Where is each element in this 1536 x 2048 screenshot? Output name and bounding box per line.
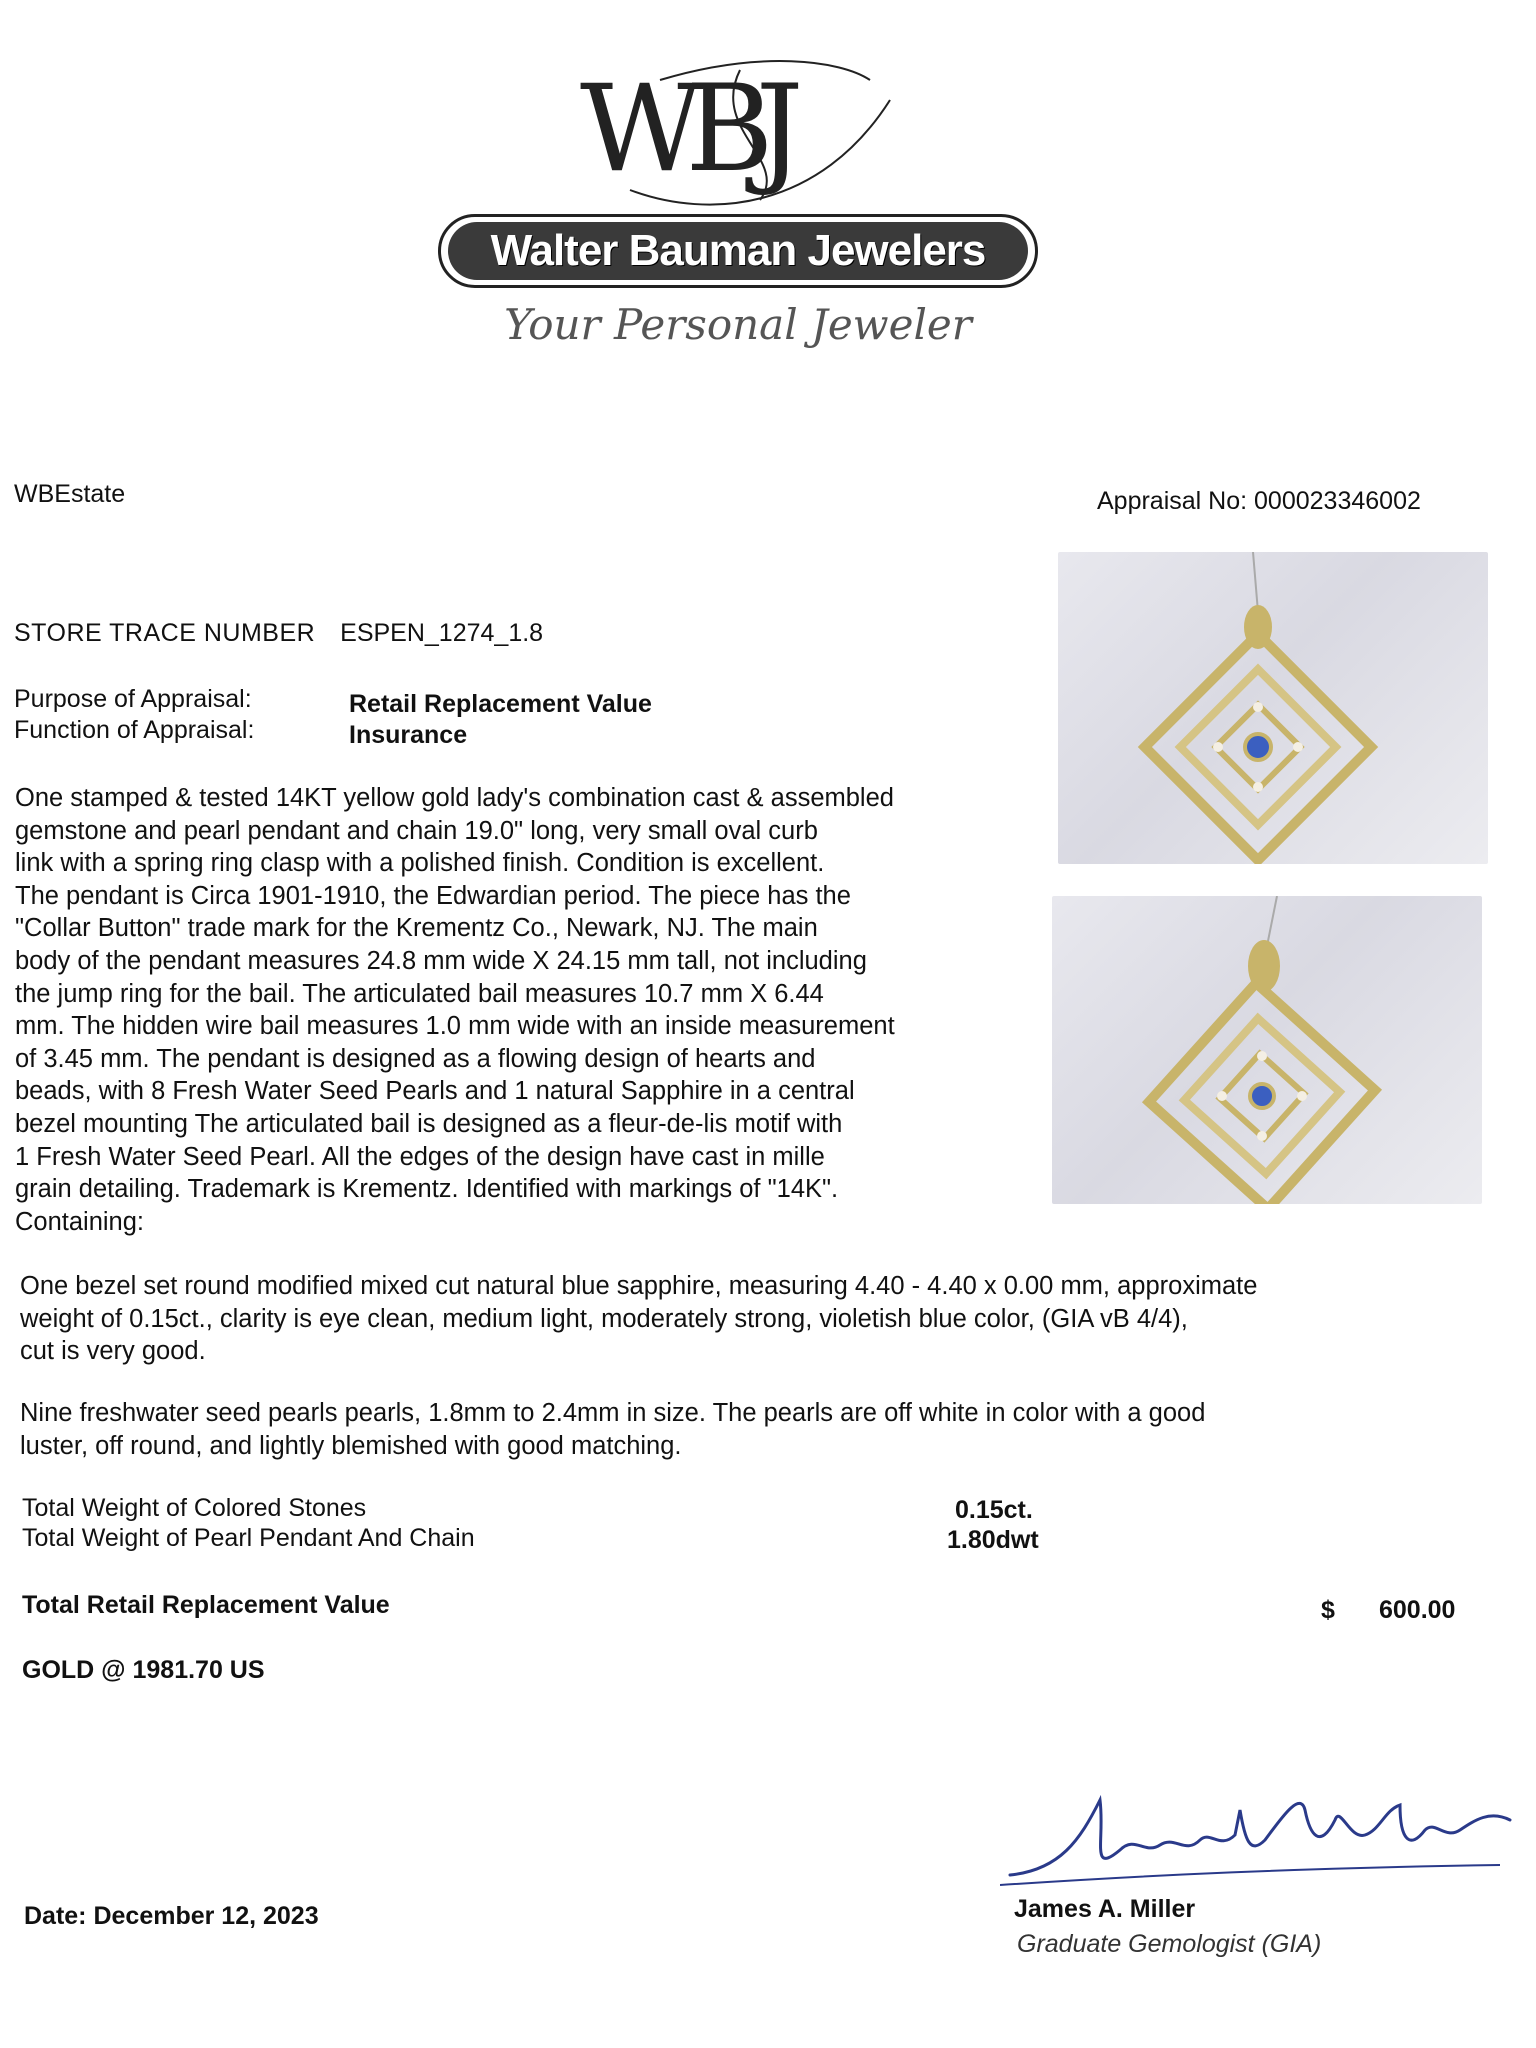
- wbj-monogram-logo: [560, 40, 920, 220]
- item-description: One stamped & tested 14KT yellow gold lady's combination cast & assembled gemstone and pearl pendant and chain 19.0" long, very small oval curb link with a spring ring clasp with a polished finish. Condition is excellent. The pendant is Circa 1901-1910, the Edwardian period. The piece has the "Collar Button" trade mark for the Krementz Co., Newark, NJ. The main body of the pendant measures 24.8 mm wide X 24.15 mm tall, not including the jump ring for the bail. The articulated bail measures 10.7 mm X 6.44 mm. The hidden wire bail measures 1.0 mm wide with an inside measurement of 3.45 mm. The pendant is designed as a flowing design of hearts and beads, with 8 Fresh Water Seed Pearls and 1 natural Sapphire in a central bezel mounting The articulated bail is designed as a fleur-de-lis motif with 1 Fresh Water Seed Pearl. All the edges of the design have cast in mille grain detailing. Trademark is Krementz. Identified with markings of "14K". Containing:: [15, 784, 895, 1236]
- pearls-description: Nine freshwater seed pearls pearls, 1.8mm to 2.4mm in size. The pearls are off white in color with a good luster, off round, and lightly blemished with good matching.: [20, 1399, 1206, 1460]
- function-label: Function of Appraisal:: [14, 716, 255, 744]
- handwritten-signature: [1000, 1780, 1520, 1890]
- svg-text:WBJ: WBJ: [580, 60, 786, 199]
- appraisal-no-label: Appraisal No:: [1097, 487, 1248, 515]
- purpose-label: Purpose of Appraisal:: [14, 685, 252, 713]
- trace-value: ESPEN_1274_1.8: [340, 619, 544, 647]
- estate-label: WBEstate: [14, 480, 126, 508]
- function-value: Insurance: [349, 721, 468, 749]
- signer-name: James A. Miller: [1014, 1895, 1196, 1923]
- pendant-weight-value: 1.80dwt: [947, 1526, 1039, 1554]
- colored-weight-value: 0.15ct.: [955, 1496, 1033, 1524]
- company-name-badge: [438, 214, 1038, 288]
- pendant-weight-label: Total Weight of Pearl Pendant And Chain: [22, 1524, 475, 1552]
- purpose-value: Retail Replacement Value: [349, 690, 652, 718]
- appraisal-number: [1097, 485, 1421, 518]
- colored-weight-label: Total Weight of Colored Stones: [22, 1494, 367, 1522]
- total-value: 600.00: [1379, 1596, 1456, 1624]
- store-trace-number: [14, 617, 543, 650]
- pendant-image: [1052, 896, 1482, 1204]
- pendant-photo-front: [1058, 552, 1488, 864]
- gold-price: GOLD @ 1981.70 US: [22, 1656, 265, 1684]
- pendant-image: [1058, 552, 1488, 864]
- tagline: Your Personal Jeweler: [504, 300, 972, 349]
- logo-monogram: [560, 40, 920, 220]
- appraisal-no-value: 000023346002: [1254, 487, 1421, 515]
- signer-title: Graduate Gemologist (GIA): [1017, 1930, 1322, 1958]
- trace-label: STORE TRACE NUMBER: [14, 619, 316, 647]
- currency-symbol: $: [1321, 1596, 1335, 1624]
- company-name: Walter Bauman Jewelers: [448, 222, 1028, 280]
- pendant-photo-side: [1052, 896, 1482, 1204]
- appraisal-date: Date: December 12, 2023: [24, 1902, 319, 1930]
- sapphire-description: One bezel set round modified mixed cut natural blue sapphire, measuring 4.40 - 4.40 x 0.00 mm, approximate weight of 0.15ct., clarity is eye clean, medium light, moderately strong, violetish blue color, (GIA vB 4/4), cut is very good.: [20, 1272, 1258, 1366]
- signature: [1000, 1780, 1520, 1890]
- total-value-label: Total Retail Replacement Value: [22, 1591, 390, 1619]
